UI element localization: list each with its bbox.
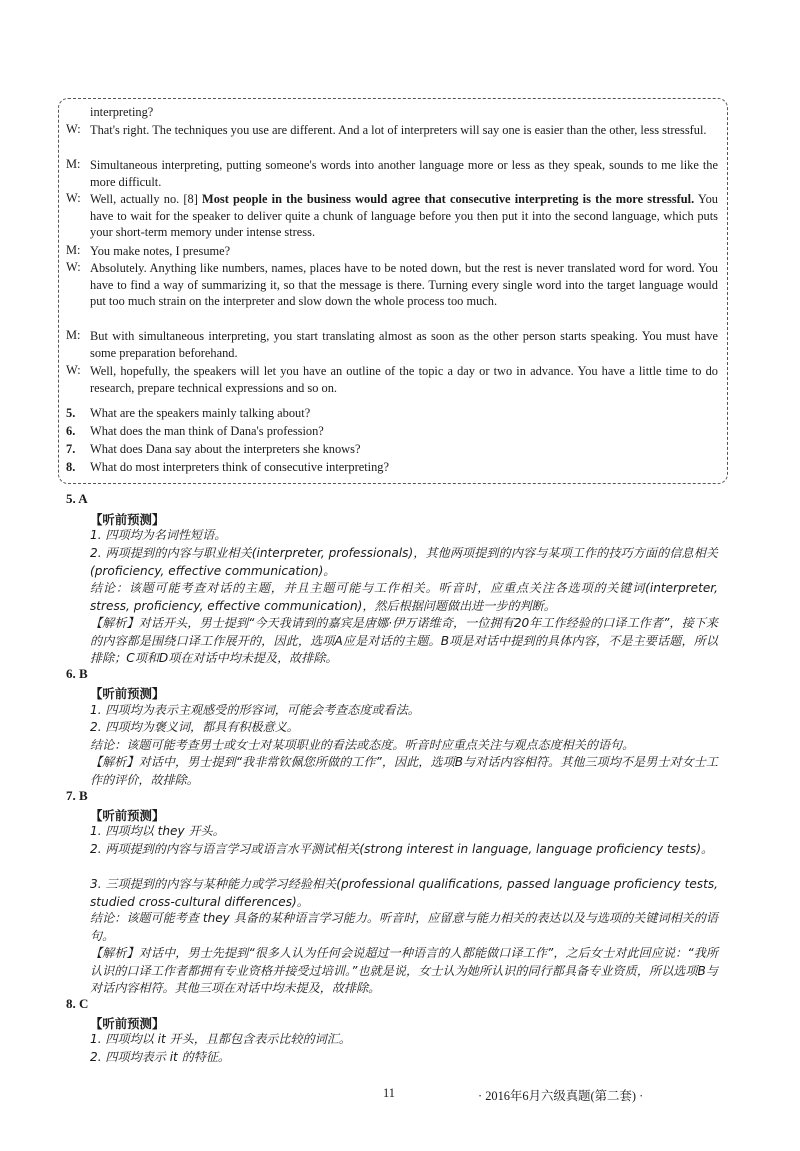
speaker-label: W: (66, 191, 81, 205)
explanation-para: 2. 两项提到的内容与语言学习或语言水平测试相关(strong interest in language, language proficiency tests)。 (90, 842, 714, 856)
speaker-label: W: (66, 363, 81, 377)
question-number: 5. (66, 406, 76, 420)
explanation-para: 【解析】对话中，男士先提到“很多人认为任何会说超过一种语言的人都能做口译工作”，之后女士对此回应说：“我所认识的口译工作者都拥有专业资格并接受过培训。”也就是说，女士认为她所认识的同行都具备专业资质，所以选项B与对话内容相符。其他三项在对话中均未提及，故排除。 (90, 946, 718, 996)
transcript-line: interpreting? (90, 105, 154, 119)
transcript-post: You have to wait for the speaker to deliver quite a chunk of language before you then put it into the second language, which puts your short-term memory under intense stress. (90, 192, 718, 239)
question-text: What does Dana say about the interpreters she knows? (90, 442, 361, 456)
question-number: 6. (66, 424, 76, 438)
section-heading: 【听前预测】 (90, 686, 165, 701)
transcript-pre: Well, actually no. [8] (90, 192, 203, 206)
answer-label: 6. B (66, 666, 88, 681)
transcript-line: Well, hopefully, the speakers will let you have an outline of the topic a day or two in advance. You have a little time to do research, prepare technical expressions and so on. (90, 364, 718, 395)
speaker-label: W: (66, 260, 81, 274)
explanation-para: 1. 四项均为表示主观感受的形容词，可能会考查态度或看法。 (90, 703, 420, 717)
question-text: What do most interpreters think of consecutive interpreting? (90, 460, 390, 474)
explanation-para: 结论：该题可能考查男士或女士对某项职业的看法或态度。听音时应重点关注与观点态度相关的语句。 (90, 738, 635, 752)
explanation-para: 2. 四项均为褒义词，都具有积极意义。 (90, 720, 299, 734)
transcript-line: But with simultaneous interpreting, you start translating almost as soon as the other person starts speaking. You must have some preparation beforehand. (90, 329, 718, 360)
speaker-label: M: (66, 243, 81, 257)
question-number: 7. (66, 442, 76, 456)
section-heading: 【听前预测】 (90, 512, 165, 527)
question-text: What does the man think of Dana's profession? (90, 424, 324, 438)
explanation-para: 1. 四项均以 it 开头，且都包含表示比较的词汇。 (90, 1032, 351, 1046)
explanation-para: 1. 四项均为名词性短语。 (90, 528, 227, 542)
answer-label: 8. C (66, 996, 89, 1011)
transcript-line: That's right. The techniques you use are different. And a lot of interpreters will say one is easier than the other, less stressful. (90, 123, 707, 137)
speaker-label: M: (66, 328, 81, 342)
answer-cue-bold: Most people in the business would agree that consecutive interpreting is the more stressful. (202, 192, 695, 206)
explanation-para: 2. 两项提到的内容与职业相关(interpreter, professionals)，其他两项提到的内容与某项工作的技巧方面的信息相关(proficiency, effective communication)。 (90, 546, 718, 578)
transcript-line (90, 191, 718, 241)
transcript-line: Absolutely. Anything like numbers, names, places have to be noted down, but the rest is never translated word for word. You have to find a way of summarizing it, so that the message is there. Turning every single word into the target language would put too much strain on the interpreter and slow down the whole process too much. (90, 261, 718, 308)
explanation-para: 【解析】对话开头，男士提到“今天我请到的嘉宾是唐娜·伊万诺维奇，一位拥有20年工作经验的口译工作者”，接下来的内容都是围绕口译工作展开的，因此，选项A应是对话的主题。B项是对话中提到的具体内容，不是主要话题，所以排除；C项和D项在对话中均未提及，故排除。 (90, 616, 718, 666)
explanation-para: 【解析】对话中，男士提到“我非常钦佩您所做的工作”，因此，选项B与对话内容相符。其他三项均不是男士对女士工作的评价，故排除。 (90, 755, 718, 787)
answer-label: 5. A (66, 491, 88, 506)
running-footer-title: · 2016年6月六级真题(第二套) · (478, 1089, 644, 1103)
explanation-para: 3. 三项提到的内容与某种能力或学习经验相关(professional qualifications, passed language proficiency tests, studied cross-cultural differences)。 (90, 877, 718, 909)
question-text: What are the speakers mainly talking about? (90, 406, 311, 420)
speaker-label: M: (66, 157, 81, 171)
answer-label: 7. B (66, 788, 88, 803)
explanation-para: 1. 四项均以 they 开头。 (90, 824, 225, 838)
explanation-para: 2. 四项均表示 it 的特征。 (90, 1050, 231, 1064)
explanation-para: 结论：该题可能考查对话的主题，并且主题可能与工作相关。听音时，应重点关注各选项的关键词(interpreter, stress, proficiency, effective communication)，然后根据问题做出进一步的判断。 (90, 581, 718, 613)
page-number: 11 (383, 1086, 395, 1100)
section-heading: 【听前预测】 (90, 808, 165, 823)
transcript-line: Simultaneous interpreting, putting someone's words into another language more or less as they speak, sounds to me like the more difficult. (90, 158, 718, 189)
explanation-para: 结论：该题可能考查 they 具备的某种语言学习能力。听音时，应留意与能力相关的表达以及与选项的关键词相关的语句。 (90, 911, 718, 943)
transcript-line: You make notes, I presume? (90, 244, 231, 258)
section-heading: 【听前预测】 (90, 1016, 165, 1031)
question-number: 8. (66, 460, 76, 474)
speaker-label: W: (66, 122, 81, 136)
